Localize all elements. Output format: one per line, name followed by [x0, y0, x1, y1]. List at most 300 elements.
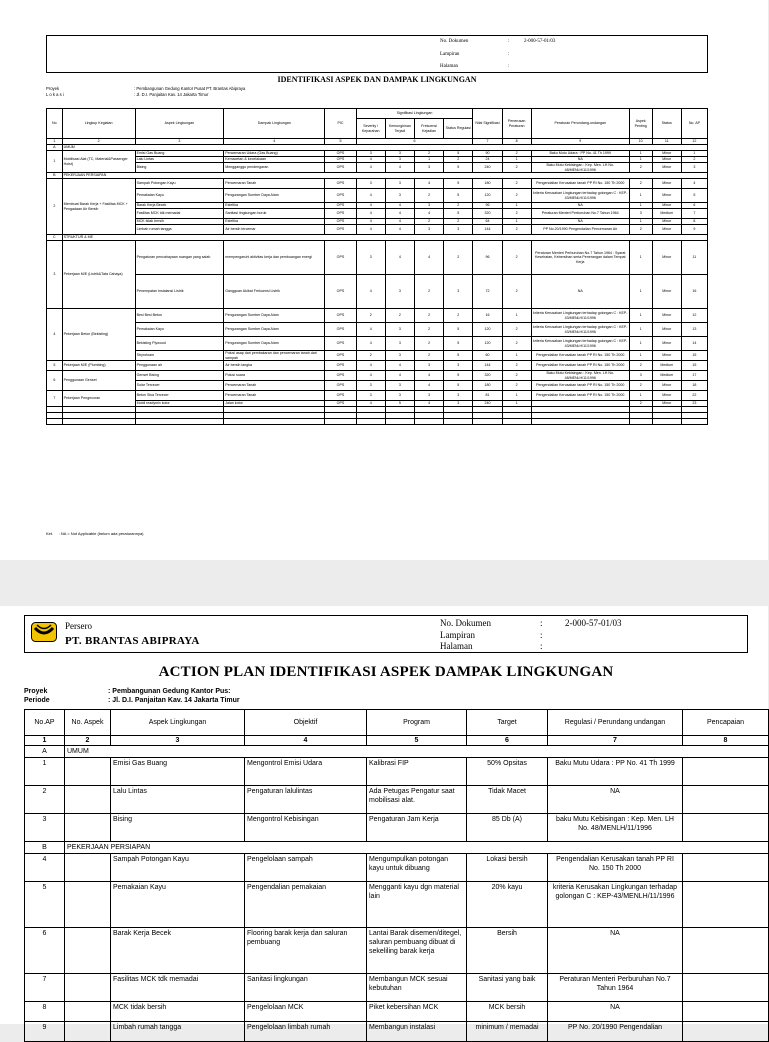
no-aspek-cell: [65, 1022, 111, 1042]
penerusan-cell: 1: [502, 351, 531, 361]
periode-value: : Jl. D.I. Panjaitan Kav. 14 Jakarta Timur: [108, 697, 240, 704]
section-name: STRUKTUR & ME: [62, 235, 707, 241]
aspek-penting-cell: 1: [629, 189, 652, 203]
regulasi-cell: kriteria Kerusakan Lingkungan terhadap golongan C : KEP-43/MENLH/11/1996: [548, 882, 683, 928]
table-row: [47, 361, 708, 371]
col-number: 8: [683, 736, 769, 746]
section-name: UMUM: [62, 145, 707, 151]
sheet1-header-box: [46, 35, 708, 73]
dampak-cell: Pengurangan Sumber Daya Alam: [224, 337, 325, 351]
table-row: [47, 309, 708, 323]
periode-label: Periode: [24, 697, 50, 704]
no-ap-cell: 12: [681, 309, 707, 323]
table-row: [25, 928, 769, 974]
kemungkinan-cell: 3: [385, 337, 414, 351]
peraturan-cell: PP No.20/1990 Pengendalian Pencemaran Air: [531, 225, 629, 235]
status-cell: Minor: [652, 241, 681, 275]
section-name: PEKERJAAN PERSIAPAN: [65, 842, 769, 854]
col-number: 9: [531, 139, 629, 145]
peraturan-cell: Peraturan Menteri Perburuhan No.7 Tahun 1964: [531, 209, 629, 219]
pic-cell: OPS: [325, 179, 356, 189]
aspek-penting-cell: 2: [629, 179, 652, 189]
no-ap-cell: 7: [681, 209, 707, 219]
action-plan-sheet: [0, 606, 768, 1031]
empty-cell: [224, 419, 325, 425]
peraturan-cell: NA: [531, 203, 629, 209]
program-cell: Ada Petugas Pengatur saat mobilisasi alat.: [367, 786, 467, 814]
frekuensi-cell: 4: [414, 179, 443, 189]
aspek-penting-cell: 1: [629, 275, 652, 309]
penerusan-cell: 2: [502, 381, 531, 391]
no-aspek-cell: [65, 882, 111, 928]
target-cell: 85 Db (A): [467, 814, 548, 842]
brantas-logo-icon: [31, 622, 57, 642]
regulasi-cell: PP No. 20/1990 Pengendalian: [548, 1022, 683, 1042]
no-aspek-cell: [65, 786, 111, 814]
no-ap-cell: 23: [681, 401, 707, 407]
identification-table: [46, 108, 708, 425]
peraturan-cell: NA: [531, 157, 629, 163]
empty-cell: [444, 419, 473, 425]
th-kemungkinan: Kemungkinan Terjadi: [385, 119, 414, 139]
aspek-cell: Bekisting Plywood: [135, 337, 224, 351]
no-ap-cell: 14: [681, 337, 707, 351]
status-regulasi-cell: 2: [444, 241, 473, 275]
aspek-cell: Barak Kerja Becek: [135, 203, 224, 209]
no-ap-cell: 3: [681, 163, 707, 173]
table-row: [25, 758, 769, 786]
frekuensi-cell: 2: [414, 275, 443, 309]
severity-cell: 4: [356, 189, 385, 203]
peraturan-cell: kriteria Kerusakan Lingkungan terhadap golongan C : KEP-43/MENLH/11/1996: [531, 323, 629, 337]
no-ap-cell: 9: [25, 1022, 65, 1042]
pic-cell: OPS: [325, 163, 356, 173]
table-row: [47, 391, 708, 401]
regulasi-cell: NA: [548, 1002, 683, 1022]
empty-cell: [681, 419, 707, 425]
th-signifikansi: Signifikasi Lingkungan: [356, 109, 473, 119]
col-number: 11: [652, 139, 681, 145]
dampak-cell: Air bersih tercemar: [224, 225, 325, 235]
status-cell: Minor: [652, 179, 681, 189]
nilai-cell: 180: [473, 179, 502, 189]
section-code: B: [25, 842, 65, 854]
dampak-cell: Pengurangan Sumber Daya Alam: [224, 309, 325, 323]
pic-cell: OPS: [325, 241, 356, 275]
status-cell: Medium: [652, 209, 681, 219]
objektif-cell: Pengelolaan limbah rumah: [245, 1022, 367, 1042]
group-lingkup: Membuat Barak Kerja + Fasilitas MCK + Pengadaan Air Bersih: [62, 179, 135, 235]
group-no: 7: [47, 391, 63, 407]
aspek-penting-cell: 1: [629, 203, 652, 209]
frekuensi-cell: 4: [414, 371, 443, 381]
sheet2-lampiran-label: Lampiran: [440, 630, 475, 640]
aspek-cell: Fasilitas MCK tdk memadai: [135, 209, 224, 219]
empty-cell: [502, 419, 531, 425]
aspek-penting-cell: 1: [629, 391, 652, 401]
dampak-cell: Polusi asap dari pembakaran dan pencemaran tanah dari sampah: [224, 351, 325, 361]
aspek-cell: Sampah Potongan Kayu: [135, 179, 224, 189]
group-lingkup: Pekerjaan Beton (Bekisting): [62, 309, 135, 361]
status-cell: Medium: [652, 371, 681, 381]
aspek-cell: Pemakaian Kayu: [135, 323, 224, 337]
status-cell: Minor: [652, 203, 681, 209]
no-ap-cell: 9: [681, 225, 707, 235]
th-aspek-penting: Aspek Penting: [629, 109, 652, 139]
table-row: [25, 786, 769, 814]
th-no-ap: No. AP: [681, 109, 707, 139]
pencapaian-cell: [683, 882, 769, 928]
status-cell: Minor: [652, 391, 681, 401]
nilai-cell: 81: [473, 391, 502, 401]
no-ap-cell: 6: [25, 928, 65, 974]
nilai-cell: 96: [473, 241, 502, 275]
pic-cell: OPS: [325, 275, 356, 309]
nilai-cell: 16: [473, 309, 502, 323]
pic-cell: OPS: [325, 203, 356, 209]
severity-cell: 3: [356, 151, 385, 157]
no-aspek-cell: [65, 854, 111, 882]
aspek-cell: Solar Tercecer: [135, 381, 224, 391]
aspek-cell: Barak Kerja Becek: [111, 928, 245, 974]
aspek-cell: Pemakaian Kayu: [111, 882, 245, 928]
pic-cell: OPS: [325, 157, 356, 163]
empty-row: [47, 419, 708, 425]
table-row: [47, 381, 708, 391]
section-code: A: [25, 746, 65, 758]
empty-cell: [531, 419, 629, 425]
program-cell: Membangun MCK sesuai kebutuhan: [367, 974, 467, 1002]
nilai-cell: 96: [473, 203, 502, 209]
lokasi-label: L o k a s i: [46, 92, 64, 97]
penerusan-cell: 2: [502, 323, 531, 337]
severity-cell: 4: [356, 337, 385, 351]
severity-cell: 3: [356, 179, 385, 189]
dampak-cell: Pencemaran Udara (Gas Buang): [224, 151, 325, 157]
aspek-penting-cell: 1: [629, 157, 652, 163]
status-regulasi-cell: 3: [444, 275, 473, 309]
group-lingkup: Mobilisasi Alat (TC, Material&Passenger Hoist): [62, 151, 135, 173]
no-ap-cell: 6: [681, 203, 707, 209]
frekuensi-cell: 1: [414, 157, 443, 163]
no-ap-cell: 11: [681, 241, 707, 275]
penerusan-cell: 2: [502, 209, 531, 219]
no-aspek-cell: [65, 814, 111, 842]
section-code: C: [47, 235, 63, 241]
status-regulasi-cell: 5: [444, 351, 473, 361]
peraturan-cell: kriteria Kerusakan Lingkungan terhadap golongan C : KEP-43/MENLH/11/1996: [531, 337, 629, 351]
empty-cell: [62, 419, 135, 425]
empty-cell: [47, 419, 63, 425]
th-severity: Severity / Keparahan: [356, 119, 385, 139]
nilai-cell: 90: [473, 151, 502, 157]
status-cell: Minor: [652, 381, 681, 391]
sheet1-lampiran-label: Lampiran: [440, 52, 460, 57]
th-aspek: Aspek Lingkungan: [111, 710, 245, 736]
penerusan-cell: 2: [502, 179, 531, 189]
nilai-cell: 240: [473, 163, 502, 173]
section-code: A: [47, 145, 63, 151]
col-number: 1: [47, 139, 63, 145]
table-row: [47, 163, 708, 173]
regulasi-cell: baku Mutu Kebisingan : Kep. Men. LH No. 48/MENLH/11/1996: [548, 814, 683, 842]
proyek-value: : Pembangunan Gedung Kantor Pus:: [108, 688, 231, 695]
status-regulasi-cell: 2: [444, 157, 473, 163]
aspek-cell: Bising: [111, 814, 245, 842]
aspek-cell: Lalu Lintas: [135, 157, 224, 163]
severity-cell: 2: [356, 351, 385, 361]
aspek-cell: Emisi Gas Buang: [111, 758, 245, 786]
program-cell: Piket kebersihan MCK: [367, 1002, 467, 1022]
aspek-penting-cell: 2: [629, 163, 652, 173]
dampak-cell: Mengganggu pendengaran: [224, 163, 325, 173]
col-number: 7: [473, 139, 502, 145]
action-plan-table: [24, 709, 769, 1042]
col-number: 2: [62, 139, 135, 145]
group-no: 4: [47, 309, 63, 361]
status-cell: Minor: [652, 189, 681, 203]
col-number: 1: [25, 736, 65, 746]
peraturan-cell: Baku Mutu Udara : PP No. 41 Th 1999: [531, 151, 629, 157]
group-no: 3: [47, 241, 63, 309]
peraturan-cell: NA: [531, 275, 629, 309]
sheet1-sep: :: [508, 39, 510, 44]
no-ap-cell: 7: [25, 974, 65, 1002]
frekuensi-cell: 3: [414, 163, 443, 173]
no-ap-cell: 3: [25, 814, 65, 842]
aspek-cell: MCK tidak bersih: [111, 1002, 245, 1022]
sheet1-sep: :: [508, 64, 510, 69]
penerusan-cell: 1: [502, 309, 531, 323]
severity-cell: 4: [356, 401, 385, 407]
peraturan-cell: kriteria Kerusakan Lingkungan terhadap golongan C : KEP-43/MENLH/11/1996: [531, 309, 629, 323]
kemungkinan-cell: 3: [385, 323, 414, 337]
regulasi-cell: Baku Mutu Udara : PP No. 41 Th 1999: [548, 758, 683, 786]
kemungkinan-cell: 3: [385, 351, 414, 361]
kemungkinan-cell: 3: [385, 189, 414, 203]
th-regulasi: Regulasi / Perundang undangan: [548, 710, 683, 736]
status-cell: Medium: [652, 361, 681, 371]
table-row: [47, 337, 708, 351]
objektif-cell: Pengaturan lalulintas: [245, 786, 367, 814]
no-ap-cell: 5: [681, 189, 707, 203]
status-regulasi-cell: 3: [444, 391, 473, 401]
status-regulasi-cell: 5: [444, 381, 473, 391]
aspek-penting-cell: 2: [629, 225, 652, 235]
penerusan-cell: 2: [502, 163, 531, 173]
kemungkinan-cell: 5: [385, 401, 414, 407]
penerusan-cell: 2: [502, 337, 531, 351]
status-regulasi-cell: 5: [444, 323, 473, 337]
kemungkinan-cell: 3: [385, 381, 414, 391]
penerusan-cell: 1: [502, 203, 531, 209]
th-pic: PIC: [325, 109, 356, 139]
group-no: 6: [47, 371, 63, 391]
nilai-cell: 180: [473, 381, 502, 391]
frekuensi-cell: 4: [414, 209, 443, 219]
frekuensi-cell: 3: [414, 203, 443, 209]
empty-cell: [629, 419, 652, 425]
group-no: 5: [47, 361, 63, 371]
no-aspek-cell: [65, 1002, 111, 1022]
sheet2-header-box: [24, 615, 748, 653]
dampak-cell: Pengurangan Sumber Daya Alam: [224, 323, 325, 337]
nilai-cell: 240: [473, 401, 502, 407]
aspek-cell: Limbah rumah tangga: [135, 225, 224, 235]
aspek-cell: MCK tidak bersih: [135, 219, 224, 225]
target-cell: Lokasi bersih: [467, 854, 548, 882]
nilai-cell: 60: [473, 351, 502, 361]
status-regulasi-cell: 2: [444, 203, 473, 209]
company-name: PT. BRANTAS ABIPRAYA: [65, 635, 200, 647]
frekuensi-cell: 2: [414, 351, 443, 361]
no-ap-cell: 15: [681, 361, 707, 371]
sheet1-note: [46, 531, 144, 536]
program-cell: Membangun instalasi: [367, 1022, 467, 1042]
no-ap-cell: 18: [681, 381, 707, 391]
pencapaian-cell: [683, 758, 769, 786]
penerusan-cell: 1: [502, 219, 531, 225]
lokasi-value: : Jl. D.I. Panjaitan Kav. 14 Jakarta Timur: [134, 92, 209, 97]
no-ap-cell: 17: [681, 371, 707, 381]
kemungkinan-cell: 3: [385, 391, 414, 401]
pic-cell: OPS: [325, 323, 356, 337]
objektif-cell: Mengontrol Emisi Udara: [245, 758, 367, 786]
penerusan-cell: 2: [502, 225, 531, 235]
th-penerusan: Penerusan Peraturan: [502, 109, 531, 139]
status-cell: Minor: [652, 163, 681, 173]
nilai-cell: 120: [473, 189, 502, 203]
status-regulasi-cell: 5: [444, 179, 473, 189]
note-label: Ket.: [46, 531, 54, 536]
sheet2-no-dokumen-value: 2-000-57-01/03: [565, 618, 622, 628]
nilai-cell: 320: [473, 371, 502, 381]
nilai-cell: 72: [473, 275, 502, 309]
aspek-cell: Lalu Lintas: [111, 786, 245, 814]
no-ap-cell: 22: [681, 391, 707, 401]
target-cell: Bersih: [467, 928, 548, 974]
aspek-penting-cell: 1: [629, 337, 652, 351]
no-aspek-cell: [65, 758, 111, 786]
dampak-cell: Estetika: [224, 203, 325, 209]
penerusan-cell: 1: [502, 157, 531, 163]
status-cell: Minor: [652, 157, 681, 163]
dampak-cell: Pencemaran Tanah: [224, 391, 325, 401]
col-number: 5: [325, 139, 356, 145]
empty-cell: [652, 419, 681, 425]
frekuensi-cell: 2: [414, 323, 443, 337]
table-row: [47, 275, 708, 309]
col-number: 8: [502, 139, 531, 145]
aspek-cell: Penempatan Instalansi Listrik: [135, 275, 224, 309]
status-regulasi-cell: 3: [444, 225, 473, 235]
penerusan-cell: 2: [502, 241, 531, 275]
pencapaian-cell: [683, 1002, 769, 1022]
status-regulasi-cell: 2: [444, 219, 473, 225]
objektif-cell: Pengelolaan MCK: [245, 1002, 367, 1022]
dampak-cell: mempengaruhi aktivitas kerja dan pembuangan energi: [224, 241, 325, 275]
pencapaian-cell: [683, 814, 769, 842]
th-no: No: [47, 109, 63, 139]
peraturan-cell: Pengendalian Kerusakan tanah PP RI No. 150 Th 2000: [531, 381, 629, 391]
severity-cell: 3: [356, 241, 385, 275]
sheet1-halaman-label: Halaman: [440, 64, 459, 69]
frekuensi-cell: 2: [414, 189, 443, 203]
regulasi-cell: Peraturan Menteri Perburuhan No.7 Tahun 1964: [548, 974, 683, 1002]
no-ap-cell: 4: [25, 854, 65, 882]
penerusan-cell: 2: [502, 361, 531, 371]
th-objektif: Objektif: [245, 710, 367, 736]
empty-cell: [473, 419, 502, 425]
kemungkinan-cell: 4: [385, 371, 414, 381]
severity-cell: 4: [356, 361, 385, 371]
aspek-cell: Beton Sisa Tercecer: [135, 391, 224, 401]
target-cell: MCK bersih: [467, 1002, 548, 1022]
th-nilai: Nilai Signifikasi: [473, 109, 502, 139]
kemungkinan-cell: 4: [385, 241, 414, 275]
th-peraturan: Peraturan Perundang-undangan: [531, 109, 629, 139]
nilai-cell: 120: [473, 337, 502, 351]
status-regulasi-cell: 5: [444, 371, 473, 381]
frekuensi-cell: 3: [414, 391, 443, 401]
aspek-cell: Bising: [135, 163, 224, 173]
severity-cell: 4: [356, 323, 385, 337]
nilai-cell: 144: [473, 361, 502, 371]
no-ap-cell: 2: [25, 786, 65, 814]
col-number: 6: [467, 736, 548, 746]
kemungkinan-cell: 4: [385, 225, 414, 235]
pic-cell: OPS: [325, 219, 356, 225]
peraturan-cell: Baku Mutu Kebisingan : Kep. Men. LH No. 48/MENLH/11/1996: [531, 163, 629, 173]
target-cell: Sanitasi yang baik: [467, 974, 548, 1002]
table-row: [25, 974, 769, 1002]
aspek-cell: Besi Besi Beton: [135, 309, 224, 323]
th-dampak: Dampak Lingkungan: [224, 109, 325, 139]
status-regulasi-cell: 5: [444, 163, 473, 173]
table-row: [47, 371, 708, 381]
note-value: : NA = Not Applicable (belum ada peraturannya): [58, 531, 144, 536]
table-row: [47, 241, 708, 275]
empty-cell: [414, 419, 443, 425]
status-cell: Minor: [652, 151, 681, 157]
dampak-cell: Kemacetan & kecelakaan: [224, 157, 325, 163]
aspek-cell: Pemakaian Kayu: [135, 189, 224, 203]
peraturan-cell: Peraturan Menteri Perburuhan No.7 Tahun 1964 : Syarat Kesehatan, Kebersihan serta Penerangan dalam Tempat Kerja: [531, 241, 629, 275]
col-number: 10: [629, 139, 652, 145]
sheet2-sep: :: [540, 618, 543, 628]
col-number: 4: [224, 139, 325, 145]
no-ap-cell: 8: [25, 1002, 65, 1022]
severity-cell: 4: [356, 275, 385, 309]
regulasi-cell: NA: [548, 928, 683, 974]
pic-cell: OPS: [325, 309, 356, 323]
no-ap-cell: 8: [681, 219, 707, 225]
no-ap-cell: 4: [681, 179, 707, 189]
aspek-cell: Penggunaan air: [135, 361, 224, 371]
peraturan-cell: kriteria Kerusakan Lingkungan terhadap golongan C : KEP-43/MENLH/11/1996: [531, 189, 629, 203]
dampak-cell: Air bersih langka: [224, 361, 325, 371]
table-row: [47, 189, 708, 203]
group-lingkup: Pekerjaan M/E (Plumbing): [62, 361, 135, 371]
status-cell: Minor: [652, 219, 681, 225]
sheet2-halaman-label: Halaman: [440, 641, 473, 651]
aspek-penting-cell: 1: [629, 219, 652, 225]
sheet1-no-dokumen-label: No. Dokumen: [440, 39, 469, 44]
section-name: UMUM: [65, 746, 769, 758]
pencapaian-cell: [683, 854, 769, 882]
program-cell: Mengganti kayu dgn material lain: [367, 882, 467, 928]
th-status: Status: [652, 109, 681, 139]
